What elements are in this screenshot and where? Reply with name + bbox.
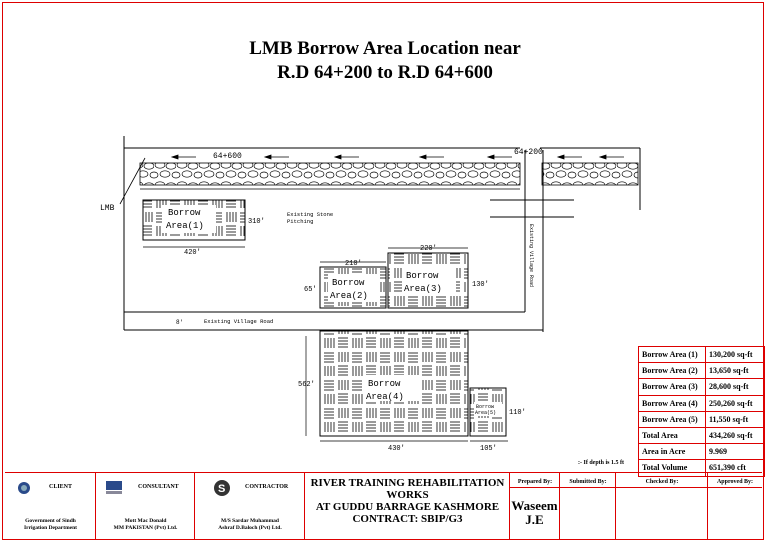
project-line1: RIVER TRAINING REHABILITATION [310, 477, 505, 489]
stone-pitching-right [542, 163, 638, 185]
client-name-line2: Irrigation Department [23, 525, 77, 531]
summary-value: 28,600 sq-ft [706, 379, 765, 395]
borrow-area-1-height: 310' [248, 218, 265, 226]
summary-row [639, 427, 765, 443]
village-road-vertical-label: Existing Village Road [528, 224, 534, 288]
borrow-area-5-height: 110' [509, 409, 526, 417]
borrow-area-3-height: 130' [472, 281, 489, 289]
checked-by-cell [616, 473, 708, 539]
checked-by-label: Checked By: [645, 479, 679, 485]
summary-label: Borrow Area (1) [639, 347, 706, 363]
rd-label-left: 64+600 [213, 152, 242, 161]
submitted-by-label: Submitted By: [569, 479, 607, 485]
contractor-logo [213, 479, 231, 497]
summary-row [639, 347, 765, 363]
client-header: CLIENT [49, 484, 73, 490]
borrow-area-4-width: 430' [388, 445, 405, 453]
title-block [5, 472, 762, 539]
summary-value: 130,200 sq-ft [706, 347, 765, 363]
approved-by-label: Approved By: [716, 479, 754, 485]
depth-note: :- If depth is 1.5 ft [578, 460, 624, 466]
stone-pitching-label-2: Pitching [287, 218, 314, 225]
consultant-name-line1: Mott Mac Donald [124, 518, 167, 524]
project-title [305, 477, 510, 525]
submitted-by-cell [560, 473, 616, 539]
rd-label-right: 64+200 [514, 148, 543, 157]
client-cell [5, 473, 96, 539]
summary-value: 11,550 sq-ft [706, 411, 765, 427]
summary-label: Borrow Area (2) [639, 363, 706, 379]
consultant-cell [96, 473, 195, 539]
summary-row [639, 444, 765, 460]
borrow-area-2-label: Borrow [332, 278, 365, 288]
project-line3: AT GUDDU BARRAGE KASHMORE [315, 501, 500, 513]
borrow-area-1-width: 420' [184, 249, 201, 257]
stone-pitching-label-1: Existing Stone [287, 211, 334, 218]
project-cell [305, 473, 510, 539]
summary-label: Borrow Area (5) [639, 411, 706, 427]
summary-value: 434,260 sq-ft [706, 427, 765, 443]
village-road-horizontal-label: Existing Village Road [204, 318, 274, 325]
summary-label: Borrow Area (3) [639, 379, 706, 395]
summary-row [639, 379, 765, 395]
borrow-area-3-label: Borrow [406, 271, 439, 281]
borrow-area-2-id: Area(2) [330, 291, 368, 301]
borrow-area-5-width: 105' [480, 445, 497, 453]
borrow-area-5-id: Area(5) [475, 410, 497, 416]
summary-label: Total Volume [639, 460, 706, 476]
preparer-name [510, 499, 559, 527]
borrow-area-4-label: Borrow [368, 379, 401, 389]
mott-macdonald-logo [106, 481, 122, 495]
road-width-label: 8' [176, 319, 184, 326]
prepared-by-label: Prepared By: [517, 479, 553, 485]
summary-value: 13,650 sq-ft [706, 363, 765, 379]
drawing-title-line1: LMB Borrow Area Location near [249, 38, 521, 59]
drawing-title-line2: R.D 64+200 to R.D 64+600 [277, 62, 493, 83]
summary-value: 9.969 [706, 444, 765, 460]
borrow-area-3-width: 220' [420, 245, 437, 253]
summary-label: Borrow Area (4) [639, 395, 706, 411]
contractor-name-line1: M/S Sardar Muhammad [221, 518, 279, 524]
client-name-line1: Government of Sindh [25, 518, 76, 524]
borrow-area-4-height: 562' [298, 381, 315, 389]
consultant-header: CONSULTANT [138, 484, 179, 490]
lmb-label: LMB [100, 204, 115, 213]
contractor-header: CONTRACTOR [245, 484, 289, 490]
borrow-area-2-height: 65' [304, 286, 317, 294]
borrow-area-1-id: Area(1) [166, 221, 204, 231]
summary-row [639, 395, 765, 411]
prepared-by-cell [510, 473, 560, 539]
consultant-name-line2: MM PAKISTAN (Pvt) Ltd. [113, 525, 178, 531]
summary-label: Area in Acre [639, 444, 706, 460]
summary-value: 651,390 cft [706, 460, 765, 476]
area-summary-table [638, 346, 765, 477]
approved-by-cell [708, 473, 762, 539]
contractor-name-line2: Ashraf D.Baloch (Pvt) Ltd. [218, 525, 282, 531]
borrow-area-2-width: 210' [345, 260, 362, 268]
summary-row [639, 411, 765, 427]
stone-pitching-left [140, 163, 520, 185]
borrow-area-1-label: Borrow [168, 208, 201, 218]
borrow-area-3-id: Area(3) [404, 284, 442, 294]
svg-text:S: S [218, 483, 226, 495]
borrow-area-4-id: Area(4) [366, 392, 404, 402]
borrow-area-5-label: Borrow [476, 404, 495, 410]
preparer-name-line1: Waseem [511, 498, 558, 513]
sindh-government-logo [17, 481, 31, 495]
summary-value: 250,260 sq-ft [706, 395, 765, 411]
contractor-cell [195, 473, 305, 539]
project-line4: CONTRACT: SBIP/G3 [352, 513, 463, 525]
preparer-role: J.E [525, 512, 544, 527]
summary-label: Total Area [639, 427, 706, 443]
summary-row [639, 363, 765, 379]
project-line2: WORKS [386, 489, 429, 501]
